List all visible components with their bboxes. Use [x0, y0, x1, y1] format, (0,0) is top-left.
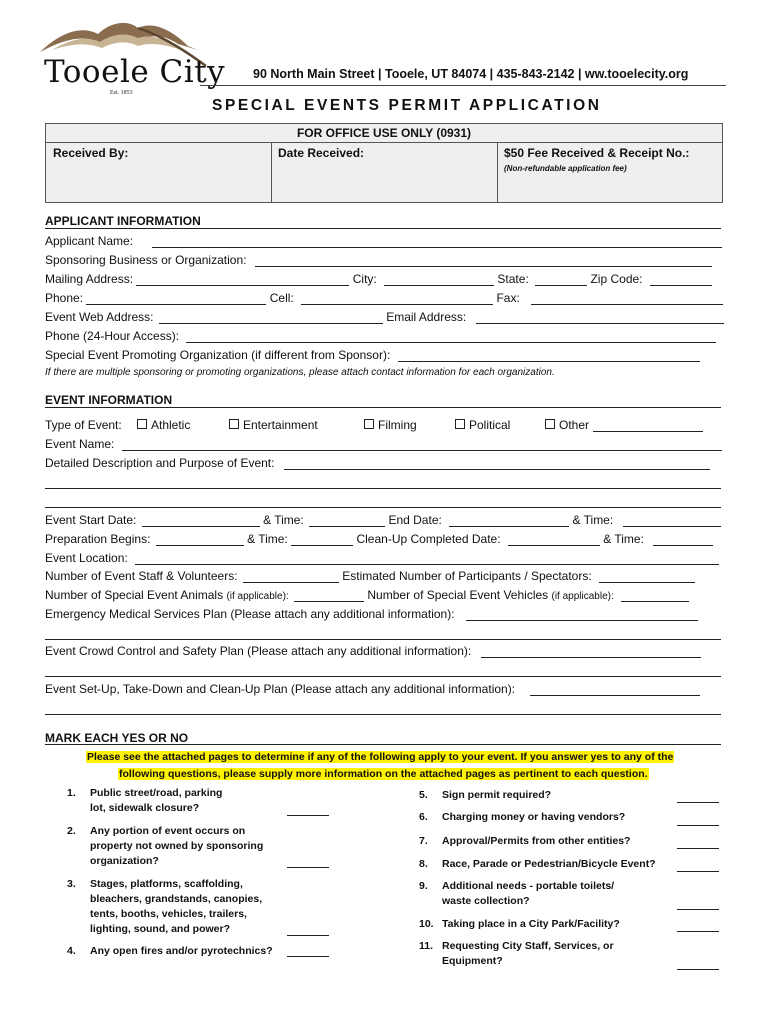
answer-line[interactable]: [677, 920, 719, 932]
fax-label: Fax:: [496, 291, 520, 305]
question-4: [67, 944, 76, 959]
prep-label: Preparation Begins:: [45, 532, 151, 546]
cleanup-time-field[interactable]: [653, 533, 713, 546]
question-number: 1.: [67, 787, 76, 799]
crowd-label: Event Crowd Control and Safety Plan (Please attach any additional information):: [45, 644, 472, 658]
answer-2-field[interactable]: [287, 855, 329, 873]
location-label: Event Location:: [45, 551, 128, 565]
prep-date-field[interactable]: [156, 533, 244, 546]
type-other-field[interactable]: [593, 419, 703, 432]
document-title: SPECIAL EVENTS PERMIT APPLICATION: [212, 97, 602, 114]
question-line: waste collection?: [442, 895, 530, 907]
applicant-name-field[interactable]: [152, 235, 722, 248]
end-time-label: & Time:: [572, 513, 614, 527]
promoting-row: [45, 348, 700, 362]
question-3-text: [90, 877, 262, 937]
question-number: 8.: [419, 858, 428, 870]
question-1-text: [90, 786, 222, 816]
email-field[interactable]: [476, 311, 724, 324]
question-9-text: [442, 879, 614, 909]
answer-line[interactable]: [287, 945, 329, 957]
animals-label: Number of Special Event Animals: [45, 588, 224, 602]
type-filming[interactable]: [364, 418, 417, 432]
answer-line[interactable]: [677, 860, 719, 872]
city-contact-address: 90 North Main Street | Tooele, UT 84074 | 435-843-2142 | ww.tooelecity.org: [253, 67, 689, 81]
answer-line[interactable]: [287, 856, 329, 868]
description-row: [45, 456, 710, 470]
section-rule: [45, 744, 721, 745]
city-label: City:: [352, 272, 377, 286]
fax-field[interactable]: [531, 292, 723, 305]
mailing-label: Mailing Address:: [45, 272, 134, 286]
question-number: 4.: [67, 945, 76, 957]
question-line: Race, Parade or Pedestrian/Bicycle Event?: [442, 858, 656, 870]
type-political-label: Political: [469, 418, 511, 432]
question-line: Any open fires and/or pyrotechnics?: [90, 945, 273, 957]
crowd-line-2: [45, 663, 721, 677]
checkbox-icon[interactable]: [455, 419, 465, 429]
sponsor-field[interactable]: [255, 254, 712, 267]
type-entertainment[interactable]: [229, 418, 318, 432]
city-field[interactable]: [384, 273, 494, 286]
start-date-field[interactable]: [142, 514, 260, 527]
setup-label: Event Set-Up, Take-Down and Clean-Up Plan (Please attach any additional information):: [45, 682, 516, 696]
question-line: Equipment?: [442, 955, 503, 967]
yesno-instruction-2: [118, 764, 649, 782]
question-line: lot, sidewalk closure?: [90, 802, 200, 814]
question-line: organization?: [90, 855, 159, 867]
prep-row: [45, 532, 713, 546]
event-name-label: Event Name:: [45, 437, 115, 451]
phone24-field[interactable]: [186, 330, 716, 343]
yesno-section-heading: MARK EACH YES OR NO: [45, 731, 189, 745]
prep-time-label: & Time:: [247, 532, 288, 546]
prep-time-field[interactable]: [291, 533, 353, 546]
answer-9-field[interactable]: [677, 897, 719, 915]
event-name-row: [45, 437, 722, 451]
zip-field[interactable]: [650, 273, 712, 286]
phone-label: Phone:: [45, 291, 84, 305]
vehicles-applicable: (if applicable):: [551, 591, 614, 602]
type-entertainment-label: Entertainment: [243, 418, 318, 432]
multiple-orgs-note: If there are multiple sponsoring or promoting organizations, please attach contact information for each organization.: [45, 367, 555, 378]
vehicles-label: Number of Special Event Vehicles: [367, 588, 549, 602]
yesno-instruction-text-2: following questions, please supply more information on the attached pages as pertinent to each question.: [119, 768, 648, 780]
setup-field-2[interactable]: [45, 702, 721, 715]
start-time-label: & Time:: [263, 513, 304, 527]
answer-line[interactable]: [677, 898, 719, 910]
question-number: 3.: [67, 878, 76, 890]
office-divider: [46, 142, 722, 143]
sponsor-row: [45, 253, 712, 267]
question-2-text: [90, 824, 263, 869]
question-8: [419, 857, 428, 872]
staff-row: [45, 569, 695, 583]
type-other[interactable]: [545, 418, 703, 432]
event-type-label: Type of Event:: [45, 418, 122, 432]
setup-line-2: [45, 701, 721, 715]
yesno-instruction-1: [86, 747, 674, 765]
type-political[interactable]: [455, 418, 510, 432]
section-rule: [45, 228, 721, 229]
question-line: Requesting City Staff, Services, or: [442, 940, 614, 952]
phone24-row: [45, 329, 716, 343]
question-1: [67, 786, 76, 801]
answer-line[interactable]: [677, 837, 719, 849]
logo-est-year: Est. 1853: [110, 90, 133, 96]
event-section-heading: EVENT INFORMATION: [45, 393, 173, 407]
logo-wordmark: Tooele City: [44, 54, 226, 90]
ems-field-2[interactable]: [45, 627, 721, 640]
question-line: Sign permit required?: [442, 789, 552, 801]
answer-line[interactable]: [677, 791, 719, 803]
question-4-text: [90, 944, 273, 959]
animals-row: [45, 588, 689, 602]
description-field[interactable]: [284, 457, 710, 470]
answer-4-field[interactable]: [287, 944, 329, 962]
question-9: [419, 879, 428, 894]
question-line: Charging money or having vendors?: [442, 811, 626, 823]
crowd-field-2[interactable]: [45, 664, 721, 677]
question-number: 7.: [419, 835, 428, 847]
animals-applicable: (if applicable):: [226, 591, 289, 602]
question-line: Approval/Permits from other entities?: [442, 835, 631, 847]
question-6: [419, 810, 428, 825]
question-5: [419, 788, 428, 803]
setup-row: [45, 682, 700, 696]
question-number: 10.: [419, 918, 434, 930]
applicant-name-row: [45, 234, 722, 248]
animals-field[interactable]: [294, 589, 364, 602]
question-line: Additional needs - portable toilets/: [442, 880, 615, 892]
question-number: 9.: [419, 880, 428, 892]
phone24-label: Phone (24-Hour Access):: [45, 329, 180, 343]
question-6-text: [442, 810, 625, 825]
description-line-2: [45, 475, 721, 489]
crowd-row: [45, 644, 701, 658]
cell-field[interactable]: [301, 292, 493, 305]
answer-3-field[interactable]: [287, 923, 329, 941]
type-other-label: Other: [559, 418, 590, 432]
participants-field[interactable]: [599, 570, 695, 583]
answer-8-field[interactable]: [677, 859, 719, 877]
question-line: Any portion of event occurs on: [90, 825, 246, 837]
office-col-divider: [497, 142, 498, 202]
start-time-field[interactable]: [309, 514, 385, 527]
email-label: Email Address:: [386, 310, 467, 324]
answer-7-field[interactable]: [677, 836, 719, 854]
event-type-row: [45, 418, 122, 432]
participants-label: Estimated Number of Participants / Spectators:: [342, 569, 592, 583]
yesno-instruction-text-1: Please see the attached pages to determine if any of the following apply to your event. If you answer yes to any of the: [87, 751, 674, 763]
question-11-text: [442, 939, 614, 969]
fee-receipt-field[interactable]: $50 Fee Received & Receipt No.:: [504, 146, 690, 160]
sponsor-label: Sponsoring Business or Organization:: [45, 253, 247, 267]
office-use-title: FOR OFFICE USE ONLY (0931): [296, 126, 472, 140]
answer-line[interactable]: [287, 924, 329, 936]
mailing-row: [45, 272, 712, 286]
fee-note: (Non-refundable application fee): [504, 164, 627, 173]
type-athletic[interactable]: [137, 418, 190, 432]
promoting-label: Special Event Promoting Organization (if different from Sponsor):: [45, 348, 391, 362]
question-number: 2.: [67, 825, 76, 837]
description-label: Detailed Description and Purpose of Event:: [45, 456, 275, 470]
web-field[interactable]: [159, 311, 383, 324]
question-8-text: [442, 857, 656, 872]
answer-1-field[interactable]: [287, 803, 329, 821]
ems-line-2: [45, 626, 721, 640]
answer-6-field[interactable]: [677, 813, 719, 831]
answer-10-field[interactable]: [677, 919, 719, 937]
staff-field[interactable]: [243, 570, 339, 583]
header-divider: [200, 85, 726, 86]
question-line: tents, booths, vehicles, trailers,: [90, 908, 247, 920]
zip-label: Zip Code:: [590, 272, 643, 286]
checkbox-icon[interactable]: [137, 419, 147, 429]
vehicles-field[interactable]: [621, 589, 689, 602]
location-field[interactable]: [135, 552, 719, 565]
event-name-field[interactable]: [122, 438, 722, 451]
applicant-section-heading: APPLICANT INFORMATION: [45, 214, 201, 228]
question-line: lighting, sound, and power?: [90, 923, 230, 935]
type-filming-label: Filming: [378, 418, 417, 432]
question-number: 5.: [419, 789, 428, 801]
start-end-row: [45, 513, 721, 527]
question-11: [419, 939, 433, 954]
question-line: Taking place in a City Park/Facility?: [442, 918, 620, 930]
question-5-text: [442, 788, 551, 803]
setup-field[interactable]: [530, 683, 700, 696]
ems-label: Emergency Medical Services Plan (Please attach any additional information):: [45, 607, 455, 621]
checkbox-icon[interactable]: [545, 419, 555, 429]
question-line: property not owned by sponsoring: [90, 840, 264, 852]
web-label: Event Web Address:: [45, 310, 154, 324]
mailing-field[interactable]: [136, 273, 349, 286]
applicant-name-label: Applicant Name:: [45, 234, 134, 248]
answer-5-field[interactable]: [677, 790, 719, 808]
question-line: Public street/road, parking: [90, 787, 223, 799]
question-number: 6.: [419, 811, 428, 823]
question-number: 11.: [419, 940, 434, 952]
phone-field[interactable]: [86, 292, 266, 305]
question-line: Stages, platforms, scaffolding,: [90, 878, 243, 890]
answer-line[interactable]: [287, 804, 329, 816]
answer-line[interactable]: [677, 958, 719, 970]
end-date-label: End Date:: [388, 513, 442, 527]
received-by-field[interactable]: Received By:: [53, 146, 129, 160]
type-athletic-label: Athletic: [151, 418, 191, 432]
state-field[interactable]: [535, 273, 587, 286]
staff-label: Number of Event Staff & Volunteers:: [45, 569, 238, 583]
ems-row: [45, 607, 698, 621]
cell-label: Cell:: [269, 291, 294, 305]
description-field-2[interactable]: [45, 476, 721, 489]
section-rule: [45, 407, 721, 408]
question-line: bleachers, grandstands, canopies,: [90, 893, 263, 905]
ems-field[interactable]: [466, 608, 698, 621]
checkbox-icon[interactable]: [229, 419, 239, 429]
office-col-divider: [271, 142, 272, 202]
state-label: State:: [497, 272, 529, 286]
office-use-box: [45, 123, 723, 203]
checkbox-icon[interactable]: [364, 419, 374, 429]
cleanup-time-label: & Time:: [603, 532, 644, 546]
question-10-text: [442, 917, 620, 932]
description-line-3: [45, 494, 721, 508]
description-field-3[interactable]: [45, 495, 721, 508]
end-date-field[interactable]: [449, 514, 569, 527]
cleanup-label: Clean-Up Completed Date:: [356, 532, 501, 546]
location-row: [45, 551, 719, 565]
date-received-field[interactable]: Date Received:: [278, 146, 365, 160]
question-7: [419, 834, 428, 849]
question-10: [419, 917, 434, 932]
end-time-field[interactable]: [623, 514, 721, 527]
web-row: [45, 310, 724, 324]
question-7-text: [442, 834, 630, 849]
question-2: [67, 824, 76, 839]
question-3: [67, 877, 76, 892]
crowd-field[interactable]: [481, 645, 701, 658]
phone-row: [45, 291, 723, 305]
cleanup-date-field[interactable]: [508, 533, 600, 546]
answer-11-field[interactable]: [677, 957, 719, 975]
promoting-field[interactable]: [398, 349, 700, 362]
start-date-label: Event Start Date:: [45, 513, 137, 527]
answer-line[interactable]: [677, 814, 719, 826]
